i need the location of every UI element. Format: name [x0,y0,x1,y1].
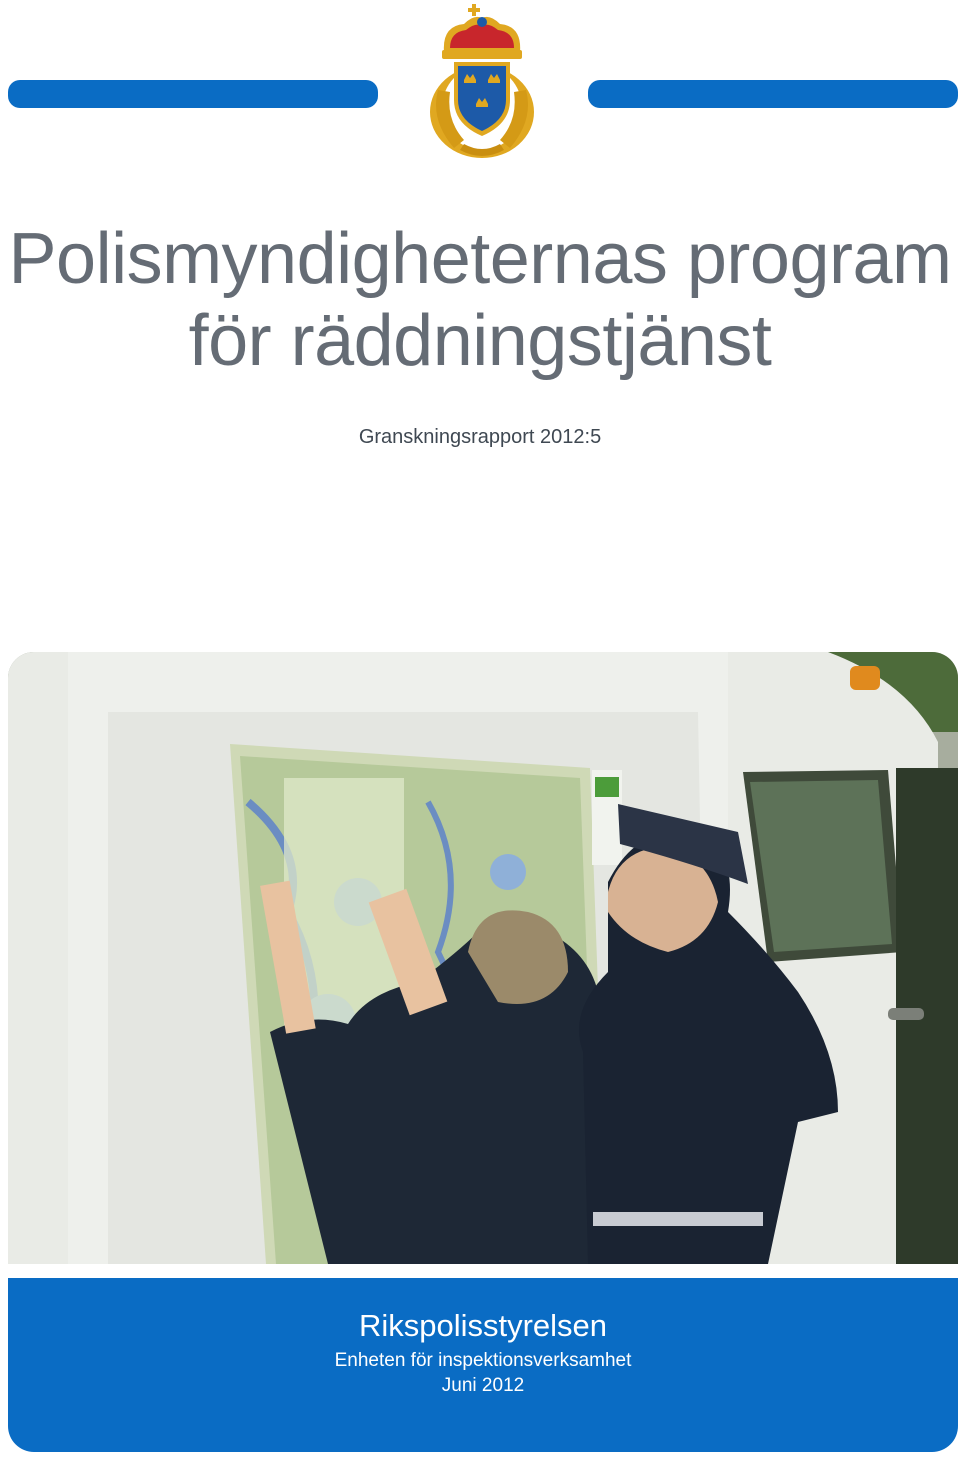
publication-date: Juni 2012 [441,1375,525,1396]
title-line-2: för räddningstjänst [188,301,772,381]
report-number: Granskningsrapport 2012:5 [358,426,602,448]
top-band-right [588,80,958,108]
top-band-left [8,80,378,108]
footer-band [8,1278,958,1452]
police-officers-map-photo [8,652,958,1264]
organization-unit: Enheten för inspektionsverksamhet [334,1350,632,1371]
cover-photo [8,652,958,1264]
organization-name: Rikspolisstyrelsen [358,1308,608,1343]
swedish-police-crest-icon [420,0,544,162]
document-title [0,218,960,382]
title-line-1: Polismyndigheternas program [8,219,952,299]
